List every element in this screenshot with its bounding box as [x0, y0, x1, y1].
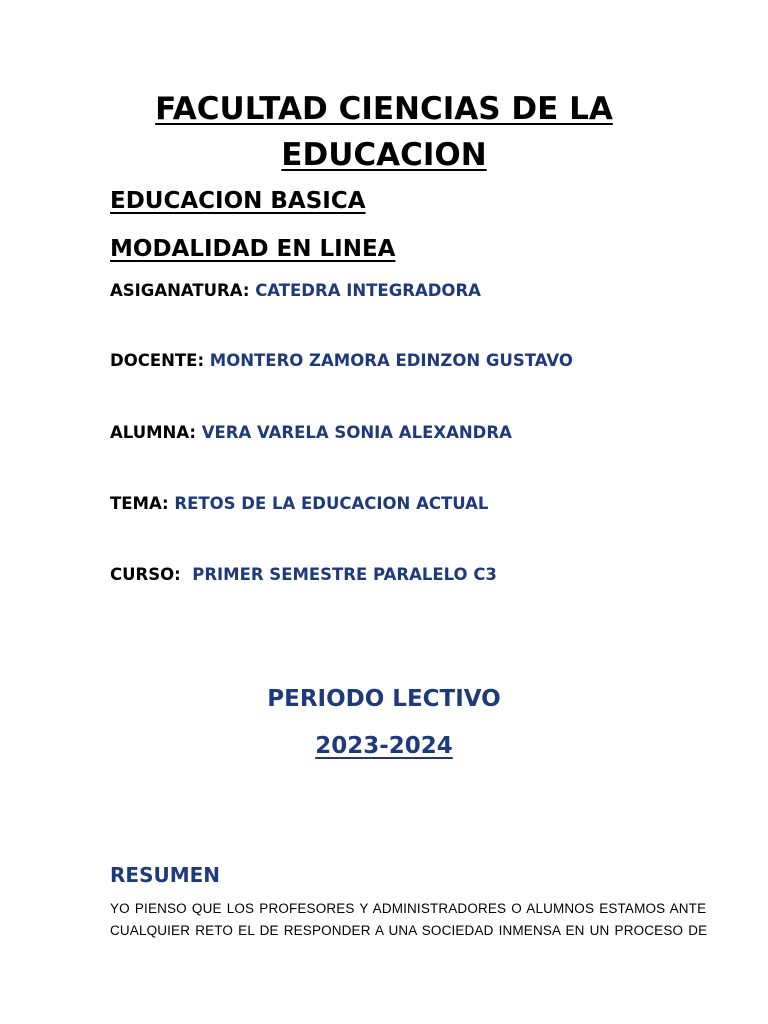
field-docente-value: MONTERO ZAMORA EDINZON GUSTAVO: [209, 351, 573, 370]
resumen-body: [110, 898, 708, 942]
field-curso-label: CURSO:: [110, 565, 181, 584]
field-asignatura-value: CATEDRA INTEGRADORA: [255, 281, 481, 300]
field-asignatura: [110, 280, 481, 302]
field-docente: [110, 350, 573, 372]
field-docente-label: DOCENTE:: [110, 351, 205, 370]
field-asignatura-label: ASIGANATURA:: [110, 281, 250, 300]
field-alumna: [110, 422, 512, 444]
field-curso: [110, 564, 497, 586]
field-tema: [110, 493, 488, 515]
field-tema-label: TEMA:: [110, 494, 169, 513]
field-tema-value: RETOS DE LA EDUCACION ACTUAL: [174, 494, 489, 513]
resumen-line-2: CUALQUIER RETO EL DE RESPONDER A UNA SOCIEDAD INMENSA EN UN PROCESO DE: [110, 923, 708, 938]
field-curso-value: PRIMER SEMESTRE PARALELO C3: [186, 565, 497, 584]
period-years-text: 2023-2024: [315, 733, 453, 759]
field-alumna-value: VERA VARELA SONIA ALEXANDRA: [201, 423, 512, 442]
program-heading: EDUCACION BASICA: [110, 188, 366, 214]
period-label: PERIODO LECTIVO: [267, 686, 501, 712]
period-years: [0, 731, 768, 761]
title-line-2: EDUCACION: [281, 137, 487, 173]
field-alumna-label: ALUMNA:: [110, 423, 196, 442]
document-title: [100, 86, 668, 178]
resumen-heading: RESUMEN: [110, 863, 221, 887]
title-line-1: FACULTAD CIENCIAS DE LA: [155, 91, 613, 127]
modality-heading: MODALIDAD EN LINEA: [110, 236, 396, 262]
resumen-line-1: YO PIENSO QUE LOS PROFESORES Y ADMINISTRADORES O ALUMNOS ESTAMOS ANTE: [110, 901, 707, 916]
